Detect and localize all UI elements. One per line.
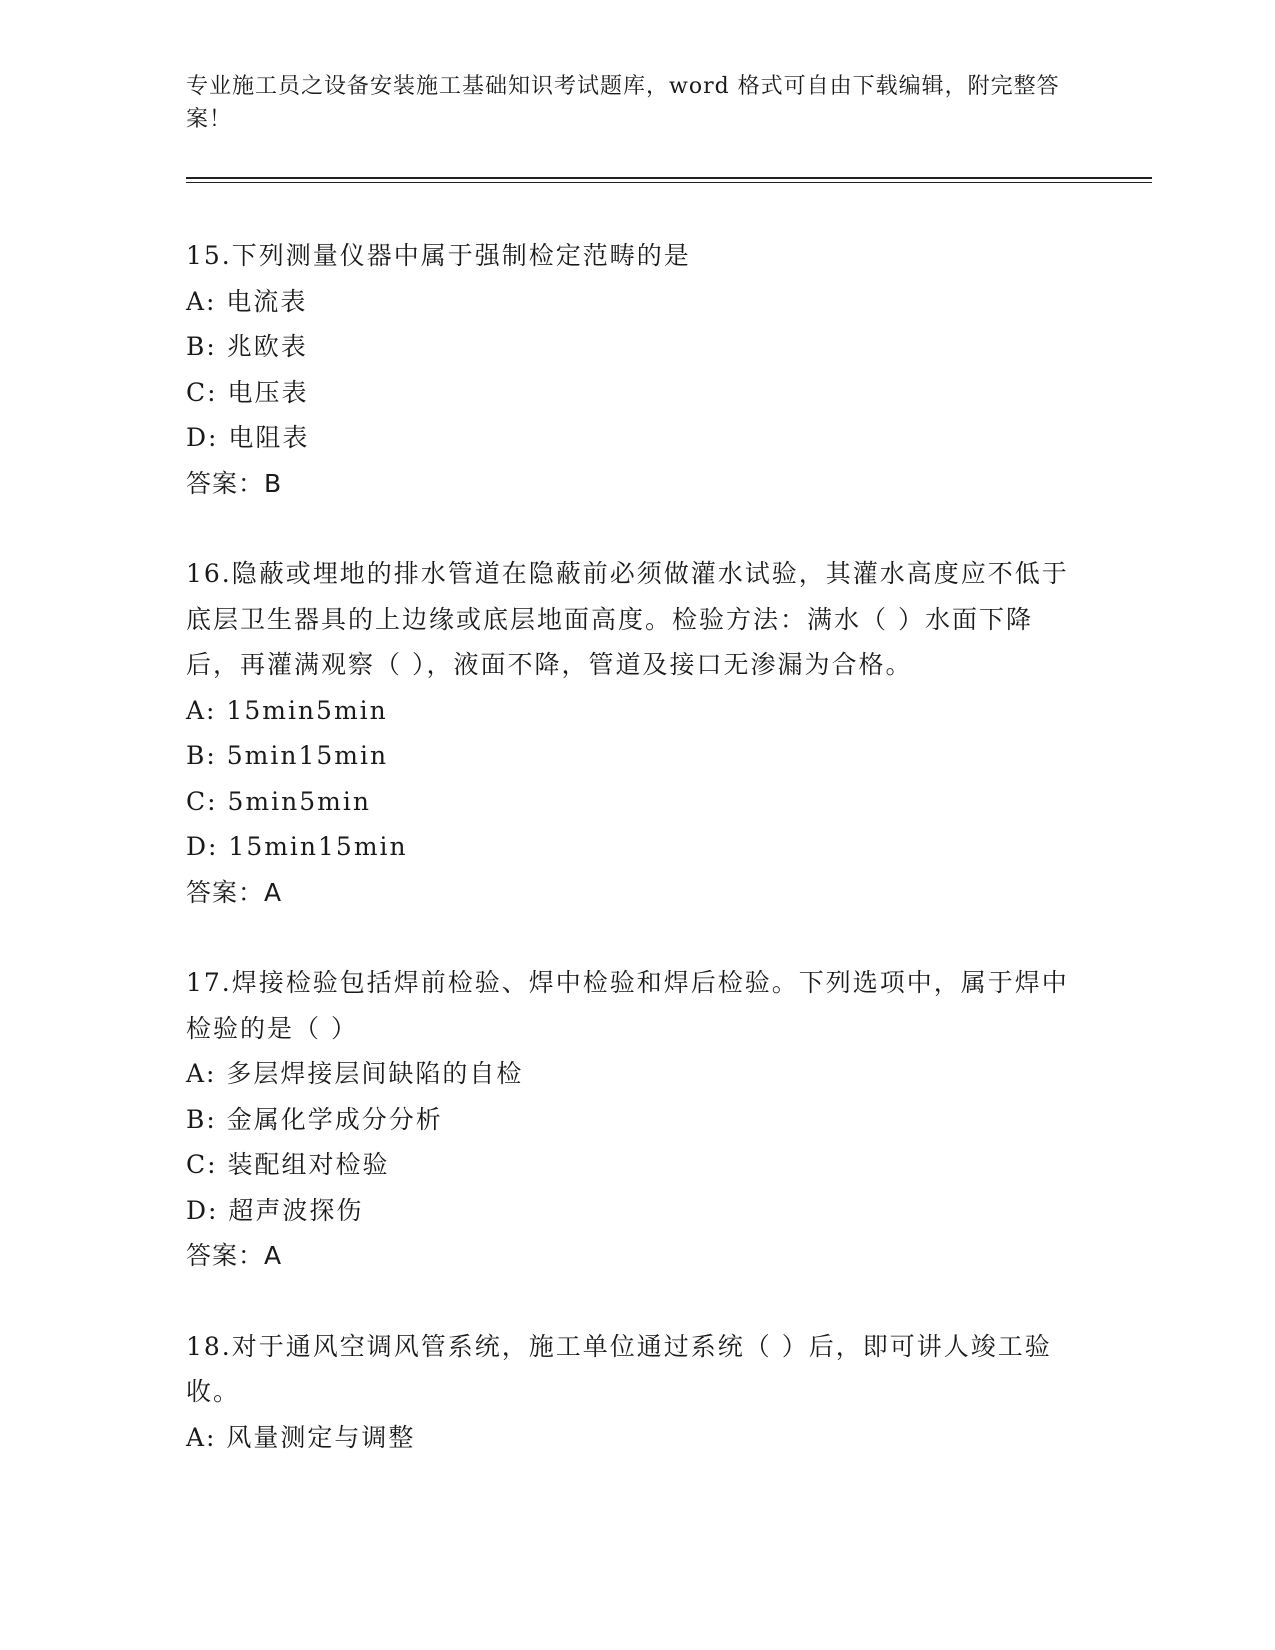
document-header: 专业施工员之设备安装施工基础知识考试题库，word 格式可自由下载编辑，附完整答案！	[186, 74, 1060, 132]
question-text: 15.下列测量仪器中属于强制检定范畴的是	[186, 241, 691, 270]
question-list	[186, 233, 1086, 1505]
option-b: B: 5min15min	[186, 741, 389, 770]
answer-text: 答案：B	[186, 468, 283, 498]
question-17	[186, 960, 1086, 1279]
question-text: 17.焊接检验包括焊前检验、焊中检验和焊后检验。下列选项中，属于焊中检验的是（ ）	[186, 968, 1069, 1043]
option-a: A: 多层焊接层间缺陷的自检	[186, 1059, 524, 1088]
answer-text: 答案：A	[186, 1241, 283, 1270]
question-text: 16.隐蔽或埋地的排水管道在隐蔽前必须做灌水试验，其灌水高度应不低于底层卫生器具的上边缘或底层地面高度。检验方法：满水（ ）水面下降后，再灌满观察（ ），液面不降，管道及接口无渗漏为合格。	[186, 559, 1069, 679]
option-c: C: 电压表	[186, 377, 309, 407]
header-divider-thick	[186, 177, 1152, 179]
header-divider-thin	[186, 182, 1152, 183]
option-c: C: 装配组对检验	[186, 1150, 390, 1179]
question-15	[186, 233, 1086, 506]
option-c: C: 5min5min	[186, 786, 371, 816]
option-b: B: 金属化学成分分析	[186, 1104, 443, 1134]
option-a: A: 电流表	[186, 286, 308, 316]
option-d: D: 电阻表	[186, 423, 310, 452]
question-text: 18.对于通风空调风管系统，施工单位通过系统（ ）后，即可讲人竣工验收。	[186, 1331, 1052, 1406]
answer-text: 答案：A	[186, 877, 283, 907]
option-d: D: 超声波探伤	[186, 1195, 364, 1225]
option-a: A: 风量测定与调整	[186, 1422, 416, 1452]
option-d: D: 15min15min	[186, 832, 408, 861]
question-16	[186, 551, 1086, 915]
option-a: A: 15min5min	[186, 695, 388, 725]
option-b: B: 兆欧表	[186, 332, 308, 361]
question-18	[186, 1324, 1086, 1461]
